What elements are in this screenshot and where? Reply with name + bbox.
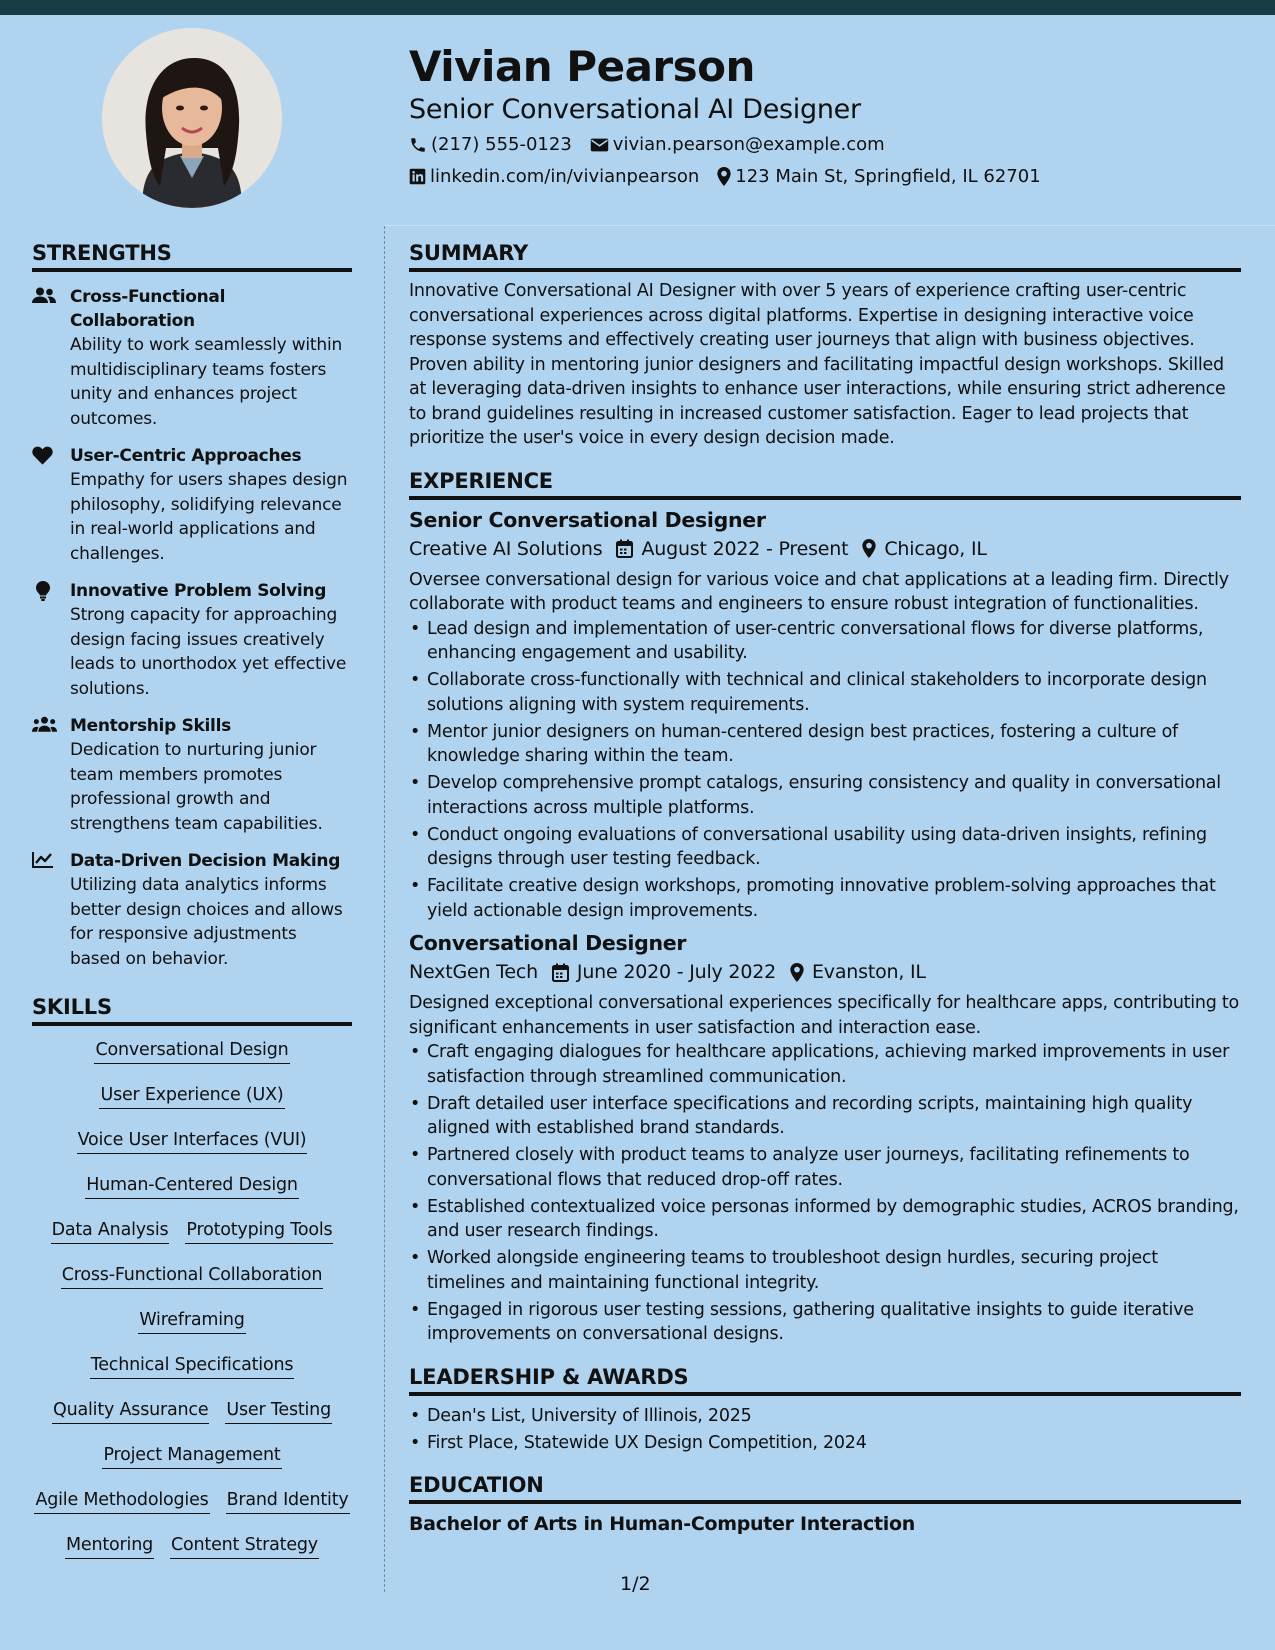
- list-item: • Partnered closely with product teams to analyze user journeys, facilitating refinements to conversational flows that reduced drop-off rates.: [409, 1143, 1241, 1192]
- list-item: • Draft detailed user interface specifications and recording scripts, maintaining high quality aligned with established brand standards.: [409, 1092, 1241, 1141]
- strength-title: Data-Driven Decision Making: [70, 851, 341, 871]
- phone-text: (217) 555-0123: [431, 134, 572, 155]
- calendar-icon: [552, 963, 569, 982]
- skill-tag: Project Management: [102, 1445, 281, 1469]
- skill-tag: Data Analysis: [51, 1220, 170, 1244]
- list-item: • Dean's List, University of Illinois, 2025: [409, 1404, 1241, 1429]
- right-column: [409, 241, 1241, 1535]
- header-divider: [384, 225, 1275, 226]
- job-title: Conversational Designer: [409, 931, 687, 955]
- job-description: Designed exceptional conversational experiences specifically for healthcare apps, contributing to significant enhancements in user satisfaction and interaction ease.: [409, 993, 1239, 1038]
- list-item: • Conduct ongoing evaluations of conversational usability using data-driven insights, refining designs through user testing feedback.: [409, 823, 1241, 872]
- left-column: [32, 241, 352, 1580]
- group-icon: [32, 716, 57, 733]
- strength-title: Cross-Functional Collaboration: [70, 287, 226, 331]
- list-item: • Facilitate creative design workshops, promoting innovative problem-solving approaches that yield actionable design improvements.: [409, 874, 1241, 923]
- list-item: • Worked alongside engineering teams to troubleshoot design hurdles, securing project timelines and maintaining functional integrity.: [409, 1246, 1241, 1295]
- strength-desc: Empathy for users shapes design philosophy, solidifying relevance in real-world applications and challenges.: [70, 470, 348, 564]
- summary-heading: SUMMARY: [409, 241, 1241, 272]
- job-company: Creative AI Solutions: [409, 537, 603, 560]
- skill-tag: Voice User Interfaces (VUI): [77, 1130, 308, 1154]
- address-text: 123 Main St, Springfield, IL 62701: [735, 166, 1041, 187]
- list-item: • Engaged in rigorous user testing sessions, gathering qualitative insights to guide iterative improvements on conversational designs.: [409, 1298, 1241, 1347]
- job-location: Evanston, IL: [812, 961, 926, 983]
- strength-title: Innovative Problem Solving: [70, 581, 327, 601]
- awards-heading: LEADERSHIP & AWARDS: [409, 1365, 1241, 1396]
- skills-section: [32, 995, 352, 1580]
- contact-row-secondary: [409, 166, 1059, 187]
- map-pin-icon: [862, 539, 876, 558]
- strength-item: [32, 444, 352, 566]
- strength-desc: Ability to work seamlessly within multidisciplinary teams fosters unity and enhances project outcomes.: [70, 335, 343, 429]
- page-number: 1/2: [620, 1573, 651, 1595]
- job-entry: [409, 931, 1241, 1347]
- column-divider: [384, 226, 385, 1592]
- strength-title: Mentorship Skills: [70, 716, 231, 736]
- summary-text: Innovative Conversational AI Designer with over 5 years of experience crafting user-centric conversational experiences across digital platforms. Expertise in designing interactive voice response systems and effectively creating user journeys that align with business objectives. Proven ability in mentoring junior designers and facilitating impactful design workshops. Skilled at leveraging data-driven insights to enhance user interactions, while ensuring strict adherence to brand guidelines resulting in increased customer satisfaction. Eager to lead projects that prioritize the user's voice in every design decision made.: [409, 281, 1226, 448]
- job-company: NextGen Tech: [409, 961, 538, 983]
- skill-tag: Prototyping Tools: [185, 1220, 333, 1244]
- users-icon: [32, 287, 56, 304]
- degree-title: Bachelor of Arts in Human-Computer Interaction: [409, 1513, 915, 1535]
- email-item[interactable]: [590, 134, 885, 155]
- strength-desc: Strong capacity for approaching design facing issues creatively leads to unorthodox yet effective solutions.: [70, 605, 347, 699]
- linkedin-text: linkedin.com/in/vivianpearson: [430, 166, 700, 187]
- list-item: • First Place, Statewide UX Design Competition, 2024: [409, 1431, 1241, 1456]
- address-item: [717, 166, 1040, 187]
- envelope-icon: [590, 137, 609, 153]
- list-item: • Mentor junior designers on human-centered design best practices, fostering a culture of knowledge sharing within the team.: [409, 720, 1241, 769]
- skill-tag: Cross-Functional Collaboration: [61, 1265, 324, 1289]
- map-pin-icon: [790, 963, 804, 982]
- skills-heading: SKILLS: [32, 995, 352, 1026]
- linkedin-item[interactable]: [409, 166, 699, 187]
- skill-tag: Technical Specifications: [90, 1355, 295, 1379]
- strengths-heading: STRENGTHS: [32, 241, 352, 272]
- skill-tag: Brand Identity: [226, 1490, 350, 1514]
- job-bullets: [409, 617, 1241, 924]
- list-item: • Lead design and implementation of user-centric conversational flows for diverse platforms, enhancing engagement and usability.: [409, 617, 1241, 666]
- top-accent-bar: [0, 0, 1275, 15]
- email-text: vivian.pearson@example.com: [612, 134, 885, 155]
- skill-tag: Agile Methodologies: [34, 1490, 209, 1514]
- strength-item: [32, 579, 352, 701]
- linkedin-icon: [409, 168, 426, 185]
- line-chart-icon: [32, 851, 54, 868]
- job-bullets: [409, 1040, 1241, 1347]
- skill-tag: User Testing: [225, 1400, 332, 1424]
- strength-item: [32, 849, 352, 971]
- phone-item[interactable]: [409, 134, 572, 155]
- candidate-name: Vivian Pearson: [409, 42, 755, 91]
- job-dates: June 2020 - July 2022: [576, 961, 776, 983]
- skill-tag: User Experience (UX): [99, 1085, 284, 1109]
- skill-tag: Conversational Design: [94, 1040, 289, 1064]
- awards-list: [409, 1404, 1241, 1456]
- calendar-icon: [616, 539, 633, 558]
- job-title: Senior Conversational Designer: [409, 507, 766, 532]
- skill-tag: Mentoring: [65, 1535, 154, 1559]
- job-location: Chicago, IL: [884, 537, 987, 560]
- phone-icon: [409, 136, 427, 154]
- job-meta: [409, 538, 1241, 560]
- job-dates: August 2022 - Present: [641, 537, 849, 560]
- heart-icon: [32, 446, 53, 465]
- skill-tag: Quality Assurance: [52, 1400, 209, 1424]
- strength-desc: Utilizing data analytics informs better design choices and allows for responsive adjustments based on behavior.: [70, 875, 343, 969]
- strength-title: User-Centric Approaches: [70, 446, 302, 466]
- skill-tag: Content Strategy: [170, 1535, 319, 1559]
- experience-heading: EXPERIENCE: [409, 469, 1241, 500]
- job-description: Oversee conversational design for various voice and chat applications at a leading firm. Directly collaborate with product teams and engineers to ensure robust integration of functionalities.: [409, 569, 1229, 614]
- strength-item: [32, 714, 352, 836]
- list-item: • Established contextualized voice personas informed by demographic studies, ACROS branding, and user research findings.: [409, 1195, 1241, 1244]
- strength-item: [32, 285, 352, 431]
- strength-desc: Dedication to nurturing junior team members promotes professional growth and strengthens team capabilities.: [70, 740, 323, 834]
- lightbulb-icon: [36, 581, 50, 601]
- list-item: • Collaborate cross-functionally with technical and clinical stakeholders to incorporate design solutions aligning with system requirements.: [409, 668, 1241, 717]
- list-item: • Craft engaging dialogues for healthcare applications, achieving marked improvements in user satisfaction through streamlined communication.: [409, 1040, 1241, 1089]
- contact-row-primary: [409, 134, 903, 155]
- profile-photo: [102, 28, 282, 208]
- skill-tag: Human-Centered Design: [85, 1175, 299, 1199]
- job-entry: [409, 508, 1241, 924]
- map-pin-icon: [717, 167, 731, 186]
- job-meta: [409, 961, 1241, 983]
- candidate-title: Senior Conversational AI Designer: [409, 94, 861, 125]
- education-heading: EDUCATION: [409, 1473, 1241, 1504]
- list-item: • Develop comprehensive prompt catalogs, ensuring consistency and quality in conversational interactions across multiple platforms.: [409, 771, 1241, 820]
- skill-tag: Wireframing: [138, 1310, 245, 1334]
